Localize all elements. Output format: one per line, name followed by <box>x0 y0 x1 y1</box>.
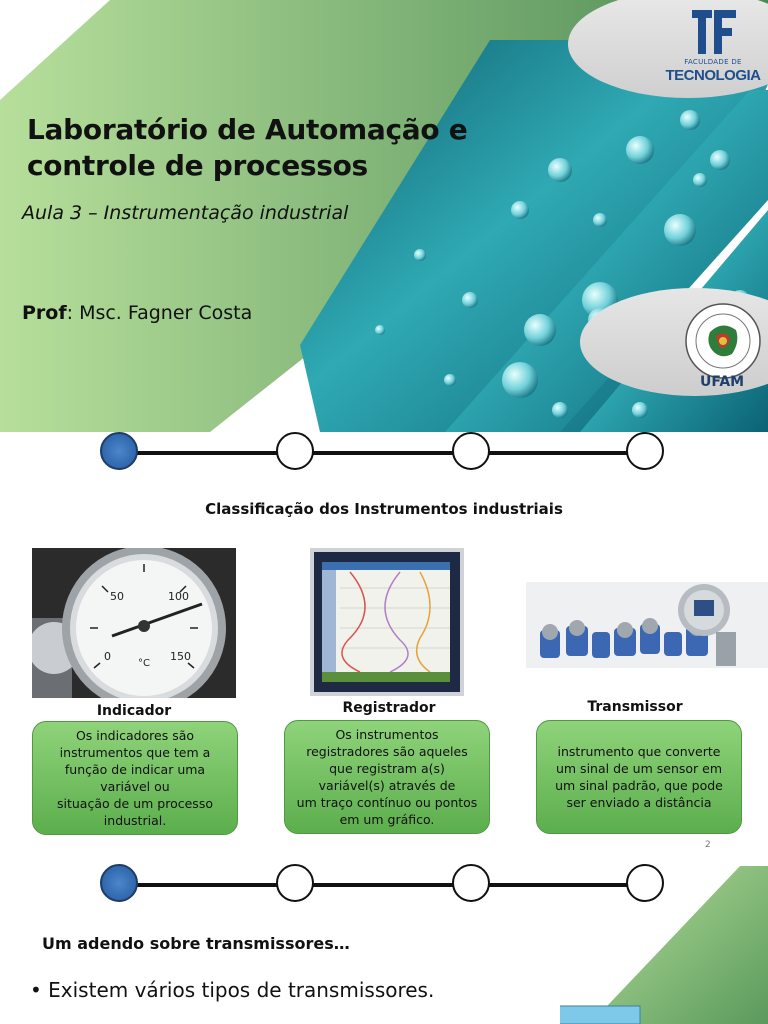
transmitter-icon <box>526 582 768 668</box>
indicator-photo <box>32 548 236 698</box>
faculdade-tecnologia-logo <box>568 0 768 100</box>
gauge-label-50: 50 <box>110 590 124 603</box>
page-number: 2 <box>705 840 711 850</box>
prof-name: : Msc. Fagner Costa <box>66 302 253 324</box>
title-slide <box>0 0 768 432</box>
description-registrador: Os instrumentos registradores são aqueles que registram a(s) variável(s) através de um traço contínuo ou pontos em um gráfico. <box>284 720 490 834</box>
slide3-corner-decoration <box>560 866 768 1024</box>
logo-name: TECNOLOGIA <box>665 67 761 84</box>
bullet-item: • Existem vários tipos de transmissores. <box>30 978 435 1002</box>
caption-indicador: Indicador <box>96 703 172 719</box>
gauge-label-150: 150 <box>170 650 191 663</box>
gauge-unit: °C <box>138 658 150 669</box>
ufam-seal-icon <box>684 302 762 380</box>
timeline-node-2[interactable] <box>276 432 314 470</box>
timeline-node-4[interactable] <box>626 432 664 470</box>
gauge-label-0: 0 <box>104 650 111 663</box>
description-indicador: Os indicadores são instrumentos que tem a função de indicar uma variável ou situação de um processo industrial. <box>32 721 238 835</box>
timeline-line <box>120 451 648 455</box>
transmitter-photo <box>526 582 768 668</box>
recorder-photo <box>310 548 464 696</box>
ufam-label: UFAM <box>700 374 745 390</box>
professor-line <box>22 302 252 324</box>
timeline-node-1[interactable] <box>100 432 138 470</box>
slide-subtitle: Aula 3 – Instrumentação industrial <box>22 202 349 224</box>
prof-label: Prof <box>22 302 67 324</box>
title-line-1: Laboratório de Automação e <box>27 113 468 146</box>
caption-transmissor: Transmissor <box>587 699 683 715</box>
addendum-heading: Um adendo sobre transmissores… <box>42 934 350 953</box>
gauge-label-100: 100 <box>168 590 189 603</box>
pressure-gauge-icon <box>32 548 236 698</box>
ft-logo-icon <box>692 10 736 56</box>
classification-title: Classificação dos Instrumentos industriais <box>205 500 563 518</box>
slide-title <box>27 112 507 184</box>
timeline-node-3[interactable] <box>452 432 490 470</box>
chart-recorder-icon <box>310 548 464 696</box>
caption-registrador: Registrador <box>342 700 436 716</box>
logo-subtitle: FACULDADE DE <box>684 58 742 66</box>
timeline-node-2[interactable] <box>276 864 314 902</box>
progress-timeline-1 <box>100 432 668 476</box>
timeline-node-1[interactable] <box>100 864 138 902</box>
description-transmissor: instrumento que converte um sinal de um sensor em um sinal padrão, que pode ser enviado a distância <box>536 720 742 834</box>
title-line-2: controle de processos <box>27 149 368 182</box>
timeline-node-3[interactable] <box>452 864 490 902</box>
